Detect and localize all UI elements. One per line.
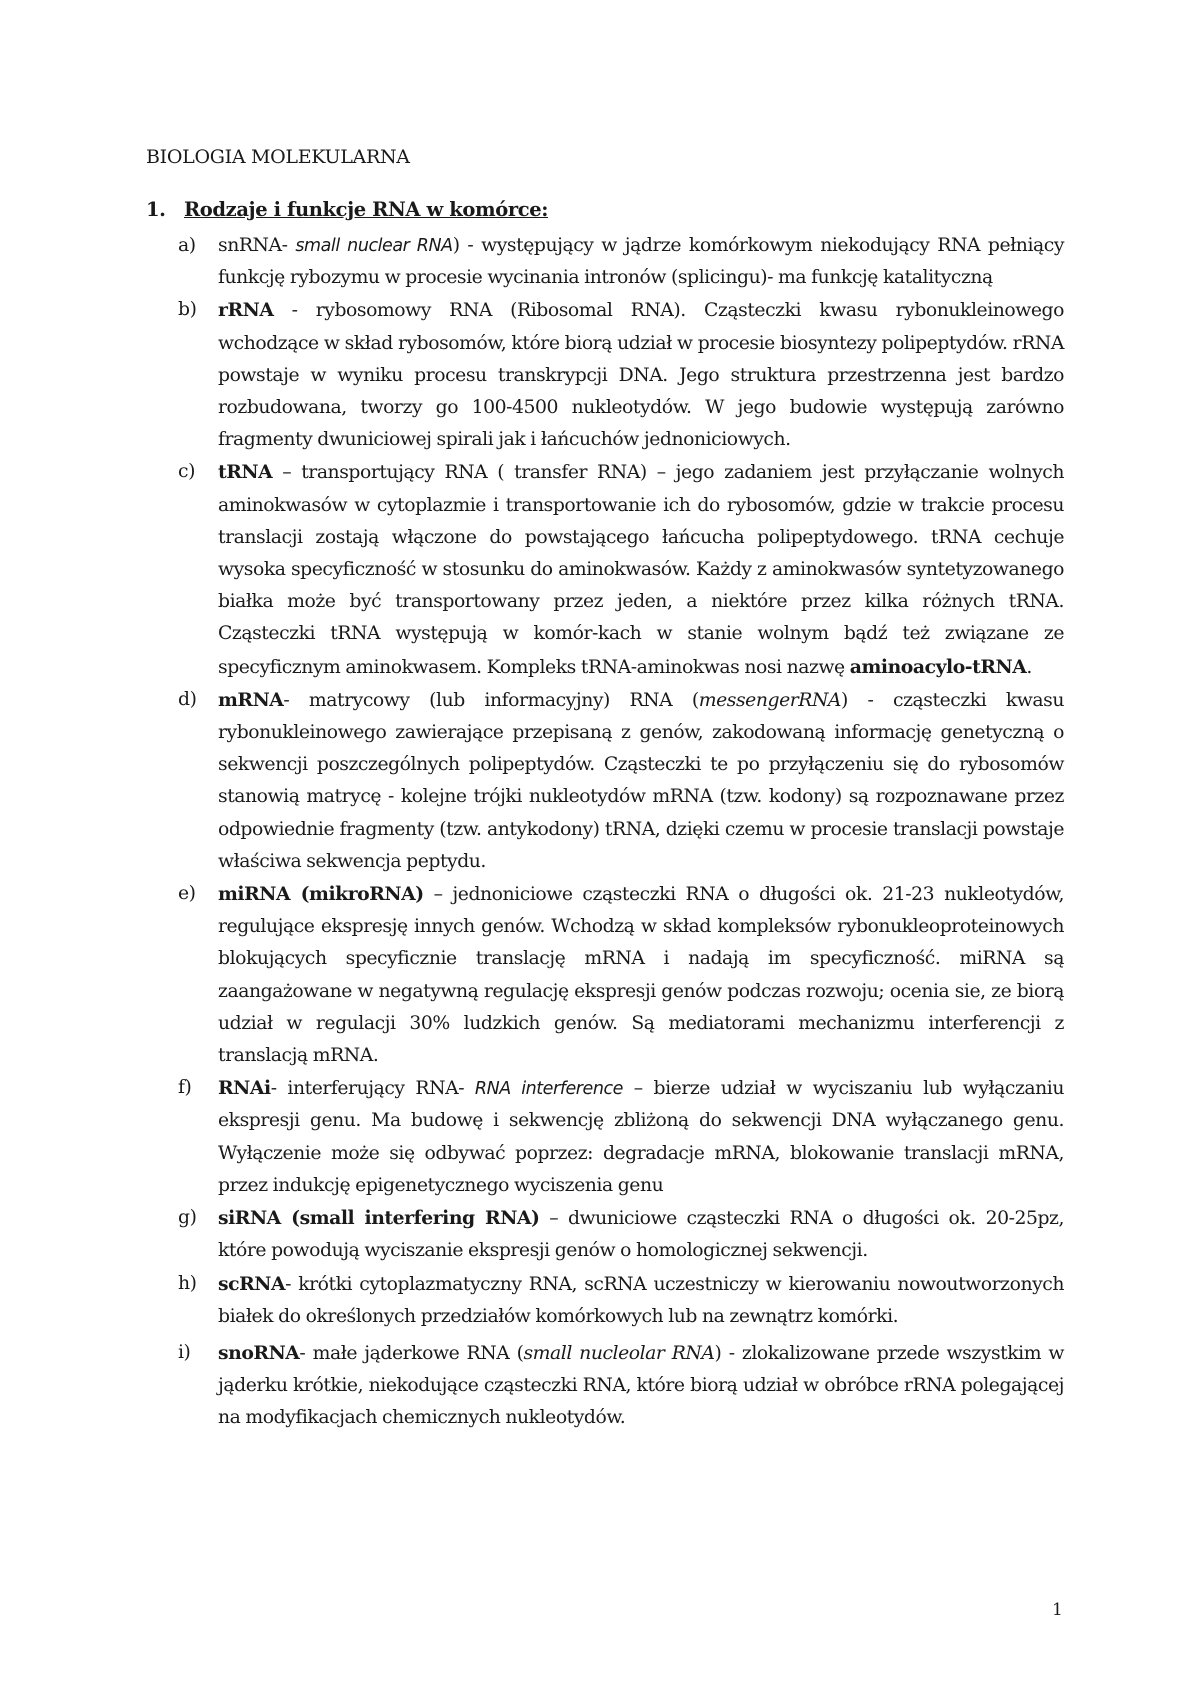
term-description: - matrycowy (lub informacyjny) RNA ( — [283, 689, 699, 711]
list-marker: e) — [178, 883, 196, 905]
term-italic: small nuclear RNA — [295, 236, 453, 256]
term-italic: messengerRNA — [698, 689, 842, 711]
list-marker: c) — [178, 461, 195, 483]
term-description: - interferujący RNA- — [270, 1078, 475, 1100]
term-name: RNAi — [218, 1077, 271, 1100]
term-description-cont: – bierze udział w wyciszaniu lub wyłączaniu ekspresji genu. Ma budowę i sekwencję zbliżoną do sekwencji DNA wyłączanego genu. Wyłączenie może się odbywać poprzez: degradacje mRNA, blokowanie translacji mRNA, przez indukcję epigenetycznego wyciszenia genu — [218, 1078, 1064, 1196]
term-name: siRNA (small interfering RNA) — [218, 1207, 540, 1230]
term-name: miRNA (mikroRNA) — [218, 883, 424, 906]
term-description: – jednoniciowe cząsteczki RNA o długości ok. 21-23 nukleotydów, regulujące ekspresję innych genów. Wchodzą w skład kompleksów rybonukleoproteinowych blokujących specyficznie translację mRNA i nadają im specyficzność. miRNA są zaangażowane w negatywną regulację ekspresji genów podczas rozwoju; ocenia sie, ze biorą udział w regulacji 30% ludzkich genów. Są mediatorami mechanizmu interferencji z translacją mRNA. — [218, 884, 1064, 1067]
term-name: mRNA — [218, 688, 284, 711]
list-item-trna — [178, 456, 1064, 683]
term-italic: RNA interference — [474, 1079, 623, 1100]
list-item-sirna — [178, 1202, 1065, 1267]
term-description-cont: ) - zlokalizowane przede wszystkim w jąderku krótkie, niekodujące cząsteczki RNA, które biorą udział w obróbce rRNA polegającej na modyfikacjach chemicznych nukleotydów. — [218, 1342, 1064, 1429]
term-description: – transportujący RNA ( transfer RNA) – jego zadaniem jest przyłączanie wolnych aminokwasów w cytoplazmie i transportowanie ich do rybosomów, gdzie w trakcie procesu translacji zostają włączone do powstającego łańcucha polipeptydowego. tRNA cechuje wysoka specyficzność w stosunku do aminokwasów. Każdy z aminokwasów syntetyzowanego białka może być transportowany przez jeden, a niektóre przez kilka różnych tRNA. Cząsteczki tRNA występują w komór-kach w stanie wolnym bądź też związane ze specyficznym aminokwasem. Kompleks tRNA-aminokwas nosi nazwę — [218, 462, 1064, 678]
list-item-rrna — [178, 294, 1064, 456]
term-description-cont: ) - cząsteczki kwasu rybonukleinowego zawierające przepisaną z genów, zakodowaną informację genetyczną o sekwencji poszczególnych polipeptydów. Cząsteczki te po przyłączeniu się do rybosomów stanowią matrycę - kolejne trójki nukleotydów mRNA (tzw. kodony) są rozpoznawane przez odpowiednie fragmenty (tzw. antykodony) tRNA, dzięki czemu w procesie translacji powstaje właściwa sekwencja peptydu. — [218, 689, 1064, 872]
term-description: – dwuniciowe cząsteczki RNA o długości ok. 20-25pz, które powodują wyciszanie ekspresji genów o homologicznej sekwencji. — [218, 1208, 1065, 1262]
list-marker: i) — [178, 1341, 191, 1363]
term-name: scRNA — [218, 1272, 286, 1295]
term-name: rRNA — [218, 299, 274, 322]
section-heading — [146, 198, 548, 221]
term-emphasis: aminoacylo-tRNA — [849, 655, 1027, 678]
term-description: - rybosomowy RNA (Ribosomal RNA). Cząsteczki kwasu rybonukleinowego wchodzące w skład rybosomów, które biorą udział w procesie biosyntezy polipeptydów. rRNA powstaje w wyniku procesu transkrypcji DNA. Jego struktura przestrzenna jest bardzo rozbudowana, tworzy go 100-4500 nukleotydów. W jego budowie występują zarówno fragmenty dwuniciowej spirali jak i łańcuchów jednoniciowych. — [218, 300, 1064, 451]
list-marker: d) — [178, 688, 197, 710]
term-name: snoRNA — [218, 1341, 300, 1364]
list-marker: g) — [178, 1207, 197, 1229]
list-item-rnai — [178, 1072, 1064, 1202]
section-heading-text: Rodzaje i funkcje RNA w komórce: — [184, 198, 549, 221]
list-marker: a) — [178, 235, 196, 256]
term-description: ) - występujący w jądrze komórkowym niekodujący RNA pełniący funkcję rybozymu w procesie wycinania intronów (splicingu)- ma funkcję katalityczną — [218, 235, 1064, 289]
list-marker: f) — [178, 1077, 192, 1099]
term-name: snRNA- — [218, 235, 288, 256]
term-description: - małe jąderkowe RNA ( — [299, 1342, 524, 1364]
list-item-mirna — [178, 878, 1064, 1072]
list-marker: b) — [178, 299, 197, 321]
list-item-snorna — [178, 1337, 1064, 1435]
list-marker: h) — [178, 1272, 197, 1294]
rna-types-list — [178, 232, 1065, 1435]
list-item-scrna — [178, 1268, 1064, 1333]
term-name: tRNA — [218, 461, 273, 484]
term-end: . — [1026, 656, 1032, 678]
list-item-mrna — [178, 684, 1064, 878]
section-number: 1. — [146, 198, 166, 221]
list-item-snrna — [178, 230, 1064, 294]
term-description: - krótki cytoplazmatyczny RNA, scRNA uczestniczy w kierowaniu nowoutworzonych białek do określonych przedziałów komórkowych lub na zewnątrz komórki. — [218, 1273, 1064, 1327]
document-title: BIOLOGIA MOLEKULARNA — [146, 146, 410, 168]
page-number: 1 — [1052, 1600, 1063, 1620]
term-italic: small nucleolar RNA — [523, 1342, 715, 1364]
